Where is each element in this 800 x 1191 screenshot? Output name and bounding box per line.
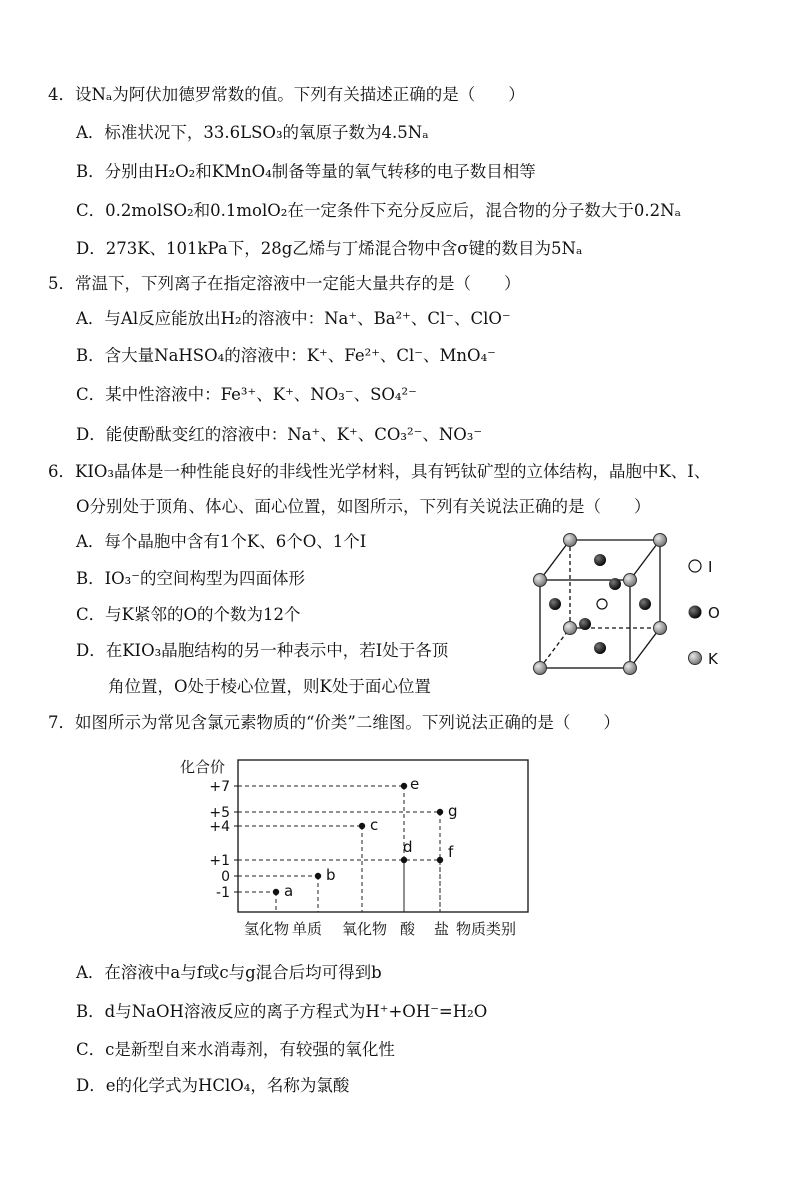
data-point-c <box>359 823 365 829</box>
q5-stem: 5．常温下，下列离子在指定溶液中一定能大量共存的是（ ） <box>48 274 521 293</box>
data-point-label: a <box>284 882 294 900</box>
data-point-b <box>315 873 321 879</box>
data-point-f <box>437 857 443 863</box>
data-point-label: c <box>370 816 379 834</box>
legend-label-i: I <box>708 558 713 576</box>
q5-option-d: D．能使酚酞变红的溶液中：Na⁺、K⁺、CO₃²⁻、NO₃⁻ <box>76 425 483 444</box>
data-point-label: d <box>403 838 413 856</box>
q4-option-a: A．标准状况下，33.6LSO₃的氧原子数为4.5Nₐ <box>76 123 429 142</box>
x-category-label: 单质 <box>292 920 323 938</box>
x-category-label: 盐 <box>434 920 450 938</box>
q6-option-b: B．IO₃⁻的空间构型为四面体形 <box>76 569 305 588</box>
crystal-cell-diagram <box>510 528 770 688</box>
valence-class-chart <box>178 752 538 942</box>
q4-option-d: D．273K、101kPa下，28g乙烯与丁烯混合物中含σ键的数目为5Nₐ <box>76 239 583 258</box>
data-point-a <box>273 889 279 895</box>
x-category-label: 氢化物 <box>244 920 290 938</box>
data-point-e <box>401 783 407 789</box>
q7-option-d: D．e的化学式为HClO₄，名称为氯酸 <box>76 1076 350 1095</box>
q6-option-d-line1: D．在KIO₃晶胞结构的另一种表示中，若I处于各顶 <box>76 641 449 660</box>
data-point-label: b <box>326 866 336 884</box>
q7-option-b: B．d与NaOH溶液反应的离子方程式为H⁺+OH⁻=H₂O <box>76 1002 488 1021</box>
q7-stem: 7．如图所示为常见含氯元素物质的“价类”二维图。下列说法正确的是（ ） <box>48 713 620 732</box>
i-atom <box>597 599 607 609</box>
y-tick-label: -1 <box>216 885 230 901</box>
chart-frame <box>238 760 528 912</box>
data-point-d <box>401 857 407 863</box>
y-tick-label: 0 <box>221 869 230 885</box>
q6-stem-line2: O分别处于顶角、体心、面心位置，如图所示，下列有关说法正确的是（ ） <box>76 497 651 516</box>
data-point-label: f <box>448 843 454 861</box>
y-tick-label: +5 <box>209 805 230 821</box>
q5-option-a: A．与Al反应能放出H₂的溶液中：Na⁺、Ba²⁺、Cl⁻、ClO⁻ <box>76 309 511 328</box>
chart-ylabel: 化合价 <box>180 758 226 776</box>
legend-label-o: O <box>708 604 720 622</box>
y-tick-label: +4 <box>209 819 230 835</box>
data-point-label: g <box>448 802 458 820</box>
x-category-label: 酸 <box>400 920 416 938</box>
q7-option-c: C．c是新型自来水消毒剂，有较强的氧化性 <box>76 1040 395 1059</box>
y-tick-label: +7 <box>209 779 230 795</box>
crystal-legend <box>689 558 720 668</box>
q4-option-c: C．0.2molSO₂和0.1molO₂在一定条件下充分反应后，混合物的分子数大于0.2Nₐ <box>76 201 681 220</box>
q4-stem: 4．设Nₐ为阿伏加德罗常数的值。下列有关描述正确的是（ ） <box>48 85 525 104</box>
q7-option-a: A．在溶液中a与f或c与g混合后均可得到b <box>76 963 382 982</box>
q6-stem-line1: 6．KIO₃晶体是一种性能良好的非线性光学材料，具有钙钛矿型的立体结构，晶胞中K、I、 <box>48 462 711 481</box>
q5-option-b: B．含大量NaHSO₄的溶液中：K⁺、Fe²⁺、Cl⁻、MnO₄⁻ <box>76 346 496 365</box>
legend-label-k: K <box>708 650 718 668</box>
data-point-g <box>437 809 443 815</box>
x-category-label: 氧化物 <box>342 920 388 938</box>
q4-option-b: B．分别由H₂O₂和KMnO₄制备等量的氧气转移的电子数目相等 <box>76 162 536 181</box>
chart-xlabel: 物质类别 <box>456 920 517 938</box>
q6-option-c: C．与K紧邻的O的个数为12个 <box>76 605 301 624</box>
data-point-label: e <box>410 775 420 793</box>
q5-option-c: C．某中性溶液中：Fe³⁺、K⁺、NO₃⁻、SO₄²⁻ <box>76 385 417 404</box>
q6-option-d-line2: 角位置，O处于棱心位置，则K处于面心位置 <box>108 677 431 696</box>
q6-option-a: A．每个晶胞中含有1个K、6个O、1个I <box>76 532 367 551</box>
y-tick-label: +1 <box>209 853 230 869</box>
